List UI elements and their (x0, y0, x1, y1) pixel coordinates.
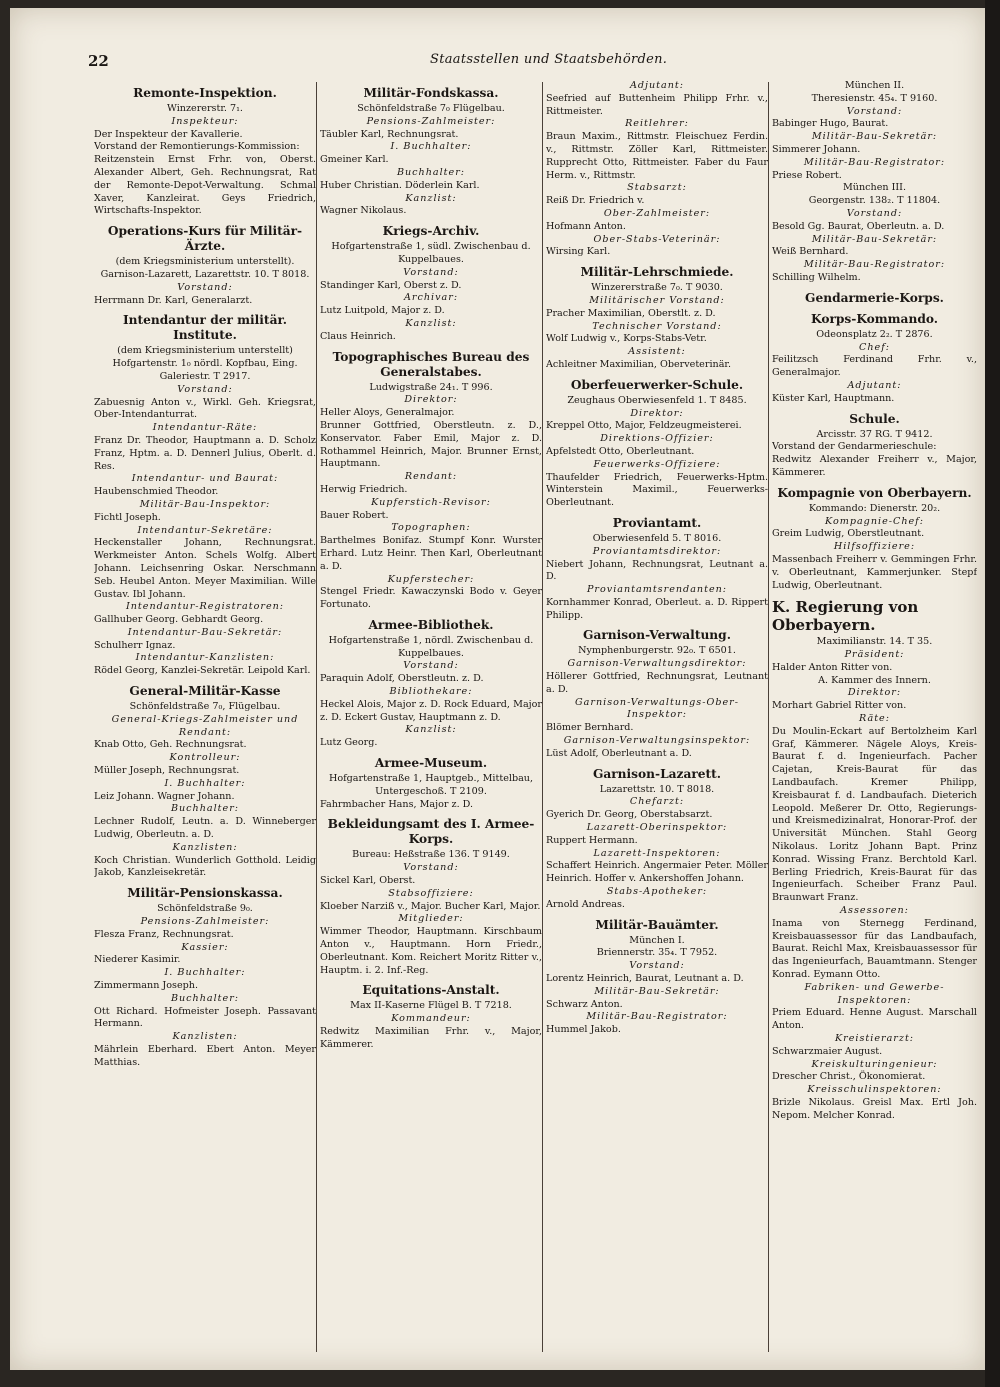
section-title: Gendarmerie-Korps. (805, 290, 944, 305)
role-label: Adjutant: (629, 80, 685, 91)
role-label: Räte: (859, 713, 890, 725)
role-label: Fabriken- und Gewerbe-Inspektoren: (804, 981, 945, 1006)
role-label: Vorstand: (629, 960, 685, 972)
address-line: Hofgartenstraße 1, südl. Zwischenbau d. Kuppelbaues. (331, 241, 531, 265)
role-label: Buchhalter: (396, 166, 466, 178)
entry-text: Seefried auf Buttenheim Philipp Frhr. v., Rittmeister. (546, 92, 768, 117)
entry-text: Franz Dr. Theodor, Hauptmann a. D. Scholz Franz, Hptm. a. D. Dennerl Julius, Oberlt. d. Res. (94, 434, 316, 472)
role-label: Assessoren: (840, 905, 909, 917)
section-title: Militär-Pensionskassa. (127, 886, 283, 901)
role-label: Vorstand: (846, 105, 903, 117)
entry-text: Zimmermann Joseph. (94, 980, 199, 992)
column-1 (94, 80, 316, 1360)
role-label: Intendantur-Sekretäre: (137, 524, 273, 536)
role-label: Archivar: (403, 292, 459, 304)
entry-text: Weiß Bernhard. (772, 246, 849, 258)
role-label: Kupferstich-Revisor: (371, 496, 491, 508)
role-label: Intendantur-Räte: (152, 422, 258, 434)
role-label: Militär-Bau-Sekretär: (811, 131, 938, 143)
entry-text: Wirsing Karl. (546, 246, 611, 258)
entry-text: Flesza Franz, Rechnungsrat. (94, 928, 234, 940)
role-label: Militär-Bau-Inspektor: (139, 498, 271, 510)
section-title: Armee-Museum. (374, 756, 488, 771)
entry-text: Lutz Georg. (320, 737, 378, 749)
entry-text: Priem Eduard. Henne August. Marschall Anton. (772, 1007, 977, 1032)
role-label: Buchhalter: (170, 803, 240, 815)
entry-text: Kornhammer Konrad, Oberleut. a. D. Rippert Philipp. (546, 596, 768, 621)
role-label: Militär-Bau-Registrator: (803, 156, 946, 168)
entry-text: Täubler Karl, Rechnungsrat. (320, 128, 459, 140)
role-label: Garnison-Verwaltungsdirektor: (567, 658, 747, 670)
column-3 (546, 80, 768, 1360)
entry-text: Heller Aloys, Generalmajor. (320, 407, 455, 419)
entry-text: Priese Robert. (772, 169, 842, 181)
entry-text: Inama von Sternegg Ferdinand, Kreisbauassessor für das Landbaufach, Baurat. Reichl Max, Kreisbauassessor für das Ingenieurfach, Bauamtmann. Stenger Konrad. Eymann Otto. (772, 917, 977, 981)
role-label: Vorstand: (403, 266, 459, 278)
role-label: Vorstand: (177, 383, 233, 395)
role-label: Rendant: (404, 471, 458, 483)
entry-text: Schilling Wilhelm. (772, 271, 861, 283)
section-title: Remonte-Inspektion. (133, 86, 277, 100)
address-line: Lazarettstr. 10. T 8018. (599, 783, 715, 795)
role-label: Inspekteur: (171, 115, 239, 127)
entry-text: Redwitz Alexander Freiherr v., Major, Kämmerer. (772, 454, 977, 478)
entry-text: Bauer Robert. (320, 509, 389, 521)
section-title: Garnison-Verwaltung. (583, 628, 731, 643)
address-line: Hofgartenstraße 1, Hauptgeb., Mittelbau, Untergeschoß. T 2109. (328, 773, 534, 797)
entry-text: Zabuesnig Anton v., Wirkl. Geh. Kriegsrat, Ober-Intendanturrat. (94, 396, 316, 421)
entry-text: Babinger Hugo, Baurat. (772, 118, 889, 130)
role-label: Direktor: (630, 407, 684, 419)
role-label: Assistent: (628, 346, 686, 358)
role-label: Kupferstecher: (387, 573, 475, 585)
role-label: Pensions-Zahlmeister: (366, 115, 496, 127)
entry-text: Niebert Johann, Rechnungsrat, Leutnant a. D. (546, 558, 768, 583)
entry-text: Arnold Andreas. (546, 898, 625, 910)
entry-text: Standinger Karl, Oberst z. D. (320, 279, 462, 291)
entry-text: Lutz Luitpold, Major z. D. (320, 305, 445, 317)
entry-text: Lüst Adolf, Oberleutnant a. D. (546, 747, 692, 759)
entry-text: Küster Karl, Hauptmann. (772, 392, 895, 404)
entry-text: Herwig Friedrich. (320, 483, 408, 495)
section-title: Intendantur der militär. Institute. (122, 313, 288, 343)
entry-text: Knab Otto, Geh. Rechnungsrat. (94, 739, 247, 751)
address-line: Schönfeldstraße 7₀ Flügelbau. (357, 103, 505, 114)
entry-text: Heckel Alois, Major z. D. Rock Eduard, Major z. D. Eckert Gustav, Hauptmann z. D. (320, 698, 542, 723)
section-title: Militär-Lehrschmiede. (580, 265, 734, 280)
address-line: Zeughaus Oberwiesenfeld 1. T 8485. (567, 394, 747, 406)
entry-text: Brunner Gottfried, Oberstleutn. z. D., Konservator. Faber Emil, Major z. D. Rothammel Heinrich, Major. Brunner Ernst, Hauptmann. (320, 419, 542, 470)
role-label: Militär-Bau-Registrator: (803, 259, 946, 271)
entry-text: Stengel Friedr. Kawaczynski Bodo v. Geyer Fortunato. (320, 586, 542, 611)
role-label: Vorstand: (403, 862, 459, 874)
address-line: München III. (842, 182, 907, 194)
entry-text: Hummel Jakob. (546, 1024, 621, 1036)
section-title: Oberfeuerwerker-Schule. (570, 377, 744, 392)
entry-text: Haubenschmied Theodor. (94, 486, 219, 498)
entry-text: Greim Ludwig, Oberstleutnant. (772, 528, 925, 540)
role-label: Lazarett-Inspektoren: (593, 847, 721, 859)
role-label: Direktor: (404, 394, 458, 406)
role-label: Kontrolleur: (169, 752, 241, 764)
section-title: Korps-Kommando. (811, 311, 938, 326)
entry-text: Vorstand der Remontierungs-Kommission: (94, 141, 300, 153)
role-label: Stabsoffiziere: (388, 887, 474, 899)
entry-text: Huber Christian. Döderlein Karl. (320, 179, 480, 191)
role-label: Kassier: (181, 941, 229, 953)
address-line: (dem Kriegsministerium unterstellt) (117, 345, 293, 357)
role-label: Direktor: (847, 687, 902, 699)
entry-text: Du Moulin-Eckart auf Bertolzheim Karl Graf, Kämmerer. Nägele Aloys, Kreis-Baurat f. d. Ingenieurfach. Pacher Cajetan, Kreis-Baurat für das Landbaufach. Kremer Philipp, Kreisbaurat f. d. Landbaufach. Dieterich Leopold. Meßerer Dr. Otto, Regierungs- und Kreismedizinalrat, Honorar-Prof. der Universität München. Stahl Georg Nikolaus. Loritz Johann Bapt. Prinz Konrad. Wissing Franz. Berchtold Karl. Berling Friedrich, Kreis-Baurat für das Ingenieurfach. Scheiber Franz Paul. Braunwart Franz. (772, 725, 977, 904)
role-label: Präsident: (844, 649, 905, 661)
entry-text: Morhart Gabriel Ritter von. (772, 700, 907, 712)
role-label: Intendantur-Bau-Sekretär: (127, 626, 283, 638)
role-label: Feuerwerks-Offiziere: (593, 458, 721, 470)
column-2 (320, 80, 542, 1360)
section-title: Equitations-Anstalt. (362, 983, 500, 998)
role-label: I. Buchhalter: (164, 967, 246, 979)
entry-text: Mährlein Eberhard. Ebert Anton. Meyer Matthias. (94, 1044, 316, 1068)
entry-text: Koch Christian. Wunderlich Gotthold. Leidig Jakob, Kanzleisekretär. (94, 854, 316, 879)
entry-text: Kloeber Narziß v., Major. Bucher Karl, Major. (320, 900, 541, 912)
entry-text: Wagner Nikolaus. (320, 205, 407, 217)
role-label: Hilfsoffiziere: (833, 541, 916, 553)
role-label: Topographen: (391, 522, 471, 534)
role-label: Direktions-Offizier: (600, 433, 714, 445)
address-line: Schönfeldstraße 7₀, Flügelbau. (129, 701, 281, 713)
entry-text: Fichtl Joseph. (94, 511, 161, 523)
entry-text: Apfelstedt Otto, Oberleutnant. (546, 445, 695, 457)
entry-text: Herrmann Dr. Karl, Generalarzt. (94, 294, 253, 306)
entry-text: Kreppel Otto, Major, Feldzeugmeisterei. (546, 420, 742, 432)
role-label: Buchhalter: (170, 992, 240, 1004)
entry-text: Schwarzmaier August. (772, 1045, 883, 1057)
address-line: Nymphenburgerstr. 92₀. T 6501. (578, 645, 736, 657)
address-line: München II. (844, 80, 905, 91)
entry-text: Gallhuber Georg. Gebhardt Georg. (94, 614, 264, 626)
entry-text: Müller Joseph, Rechnungsrat. (94, 765, 240, 777)
role-label: Stabs-Apotheker: (606, 886, 708, 898)
address-line: Ludwigstraße 24₁. T 996. (369, 381, 493, 393)
entry-text: Lechner Rudolf, Leutn. a. D. Winneberger Ludwig, Oberleutn. a. D. (94, 816, 316, 841)
role-label: Intendantur-Kanzlisten: (135, 652, 275, 664)
role-label: I. Buchhalter: (390, 141, 472, 153)
entry-text: Schwarz Anton. (546, 998, 623, 1010)
section-title: Militär-Bauämter. (595, 917, 719, 932)
section-title: Schule. (849, 411, 900, 426)
entry-text: Simmerer Johann. (772, 143, 861, 155)
entry-text: Höllerer Gottfried, Rechnungsrat, Leutnant a. D. (546, 671, 768, 695)
role-label: Chef: (859, 341, 890, 353)
address-line: Kommando: Dienerstr. 20₂. (808, 502, 941, 514)
page-header (10, 8, 985, 68)
role-label: Garnison-Verwaltungsinspektor: (563, 735, 751, 747)
entry-text: Barthelmes Bonifaz. Stumpf Konr. Wurster Erhard. Lutz Heinr. Then Karl, Oberleutnant a. D. (320, 535, 542, 572)
role-label: Militär-Bau-Registrator: (586, 1011, 728, 1023)
role-label: Intendantur- und Baurat: (131, 473, 279, 485)
column-4 (772, 80, 977, 1360)
section-title: K. Regierung von Oberbayern. (772, 598, 919, 635)
entry-text: Braun Maxim., Rittmstr. Fleischuez Ferdin. v., Rittmstr. Zöller Karl, Rittmeister. Rupprecht Otto, Rittmeister. Faber du Faur Herm. v., Rittmstr. (546, 131, 768, 181)
entry-text: Der Inspekteur der Kavallerie. (94, 128, 243, 140)
entry-text: Reiß Dr. Friedrich v. (546, 195, 645, 207)
address-line: Winzererstraße 7₀. T 9030. (591, 282, 723, 294)
address-line: Maximilianstr. 14. T 35. (816, 636, 933, 648)
role-label: Militär-Bau-Sekretär: (594, 985, 720, 997)
entry-text: Schulherr Ignaz. (94, 639, 176, 651)
address-line: Schönfeldstraße 9₀. (157, 903, 253, 915)
entry-text: Claus Heinrich. (320, 330, 396, 342)
entry-text: Achleitner Maximilian, Oberveterinär. (546, 358, 731, 370)
section-title: General-Militär-Kasse (129, 684, 281, 699)
entry-text: Wimmer Theodor, Hauptmann. Kirschbaum Anton v., Hauptmann. Horn Friedr., Oberleutnant. Kom. Reichert Moritz Ritter v., Hauptm. i. 2. Inf.-Reg. (320, 926, 542, 976)
role-label: Ober-Stabs-Veterinär: (593, 233, 721, 245)
running-title: Staatsstellen und Staatsbehörden. (430, 52, 668, 67)
role-label: Kreisschulinspektoren: (807, 1084, 942, 1096)
entry-text: Gyerich Dr. Georg, Oberstabsarzt. (546, 809, 713, 821)
role-label: I. Buchhalter: (164, 777, 246, 789)
role-label: Garnison-Verwaltungs-Ober-Inspektor: (575, 696, 739, 721)
entry-text: Reitzenstein Ernst Frhr. von, Oberst. Alexander Albert, Geh. Rechnungsrat, Rat der Remonte-Depot-Verwaltung. Schmal Xaver, Kanzleirat. Geys Friedrich, Wirtschafts-Inspektor. (94, 154, 316, 217)
entry-text: Blömer Bernhard. (546, 722, 634, 734)
address-line: Theresienstr. 45₄. T 9160. (811, 92, 938, 104)
entry-text: Heckenstaller Johann, Rechnungsrat. Werkmeister Anton. Schels Wolfg. Albert Johann. Leichsenring Oskar. Nerschmann Seb. Heubel Anton. Meyer Maximilian. Wille Gustav. Ibl Johann. (94, 537, 316, 600)
role-label: Kreiskulturingenieur: (811, 1058, 938, 1070)
role-label: Mitglieder: (398, 913, 464, 925)
role-label: Kompagnie-Chef: (825, 515, 924, 527)
address-line: Georgenstr. 138₂. T 11804. (808, 195, 941, 207)
entry-text: Fahrmbacher Hans, Major z. D. (320, 798, 474, 810)
section-title: Armee-Bibliothek. (368, 617, 494, 632)
role-label: Lazarett-Oberinspektor: (586, 822, 728, 834)
role-label: Kanzlisten: (172, 841, 238, 853)
book-page (10, 8, 985, 1370)
role-label: Stabsarzt: (627, 182, 687, 194)
entry-text: Schaffert Heinrich. Angermaier Peter. Möller Heinrich. Hoffer v. Ankershoffen Johann. (546, 860, 768, 885)
role-label: Vorstand: (403, 660, 459, 672)
address-line: Oberwiesenfeld 5. T 8016. (592, 532, 722, 544)
role-label: Kommandeur: (391, 1013, 471, 1025)
role-label: Intendantur-Registratoren: (125, 601, 285, 613)
address-line: München I. (629, 934, 685, 946)
column-divider (542, 82, 543, 1352)
page-edge-shadow (985, 0, 1000, 1387)
section-title: Militär-Fondskassa. (363, 86, 499, 100)
address-line: Garnison-Lazarett, Lazarettstr. 10. T 8018. (100, 268, 310, 280)
role-label: Militärischer Vorstand: (589, 294, 725, 306)
role-label: Chefarzt: (629, 796, 685, 808)
entry-text: Ruppert Hermann. (546, 834, 638, 846)
entry-text: Ott Richard. Hofmeister Joseph. Passavant Hermann. (94, 1005, 316, 1030)
entry-text: Leiz Johann. Wagner Johann. (94, 790, 235, 802)
address-line: Hofgartenstraße 1, nördl. Zwischenbau d. Kuppelbaues. (328, 634, 534, 659)
entry-text: Brizle Nikolaus. Greisl Max. Ertl Joh. Nepom. Melcher Konrad. (772, 1096, 977, 1121)
role-label: Vorstand: (846, 207, 903, 219)
page-number: 22 (88, 52, 109, 70)
entry-text: Gmeiner Karl. (320, 154, 389, 166)
section-title: Bekleidungsamt des I. Armee-Korps. (327, 817, 535, 847)
entry-text: Drescher Christ., Ökonomierat. (772, 1071, 926, 1083)
entry-text: Sickel Karl, Oberst. (320, 875, 416, 887)
entry-text: Rödel Georg, Kanzlei-Sekretär. Leipold Karl. (94, 665, 311, 677)
address-line: Hofgartenstr. 1₀ nördl. Kopfbau, Eing. Galeriestr. T 2917. (112, 358, 298, 382)
role-label: Kanzlist: (405, 317, 457, 329)
section-title: Kompagnie von Oberbayern. (777, 485, 972, 500)
column-divider (316, 82, 317, 1352)
address-line: Winzererstr. 7₁. (167, 103, 243, 114)
role-label: Kanzlist: (405, 724, 457, 736)
entry-text: Hofmann Anton. (546, 220, 626, 232)
address-line: (dem Kriegsministerium unterstellt). (115, 256, 295, 268)
entry-text: Feilitzsch Ferdinand Frhr. v., Generalmajor. (772, 354, 977, 379)
address-line: Briennerstr. 35₄. T 7952. (596, 947, 718, 959)
column-divider (768, 82, 769, 1352)
role-label: General-Kriegs-Zahlmeister und Rendant: (111, 713, 299, 738)
entry-text: Besold Gg. Baurat, Oberleutn. a. D. (772, 220, 945, 232)
role-label: Adjutant: (847, 379, 902, 391)
role-label: Ober-Zahlmeister: (603, 207, 711, 219)
role-label: Technischer Vorstand: (592, 320, 722, 332)
section-title: Kriegs-Archiv. (382, 224, 480, 239)
role-label: Proviantamtsdirektor: (592, 545, 722, 557)
entry-text: Vorstand der Gendarmerieschule: (772, 441, 937, 453)
role-label: Kanzlisten: (172, 1031, 238, 1043)
role-label: Reitlehrer: (625, 118, 689, 130)
address-line: Arcisstr. 37 RG. T 9412. (816, 428, 933, 440)
role-label: Bibliothekare: (389, 686, 473, 698)
role-label: Militär-Bau-Sekretär: (811, 233, 938, 245)
entry-text: Redwitz Maximilian Frhr. v., Major, Kämmerer. (320, 1026, 542, 1050)
entry-text: Wolf Ludwig v., Korps-Stabs-Vetr. (546, 333, 707, 345)
section-title: Garnison-Lazarett. (592, 766, 722, 781)
role-label: Kreistierarzt: (834, 1033, 915, 1044)
entry-text: Thaufelder Friedrich, Feuerwerks-Hptm. Winterstein Maximil., Feuerwerks-Oberleutnant. (546, 471, 768, 509)
role-label: Proviantamtsrendanten: (586, 584, 728, 596)
entry-text: Massenbach Freiherr v. Gemmingen Frhr. v. Oberleutnant, Kammerjunker. Stepf Ludwig, Oberleutnant. (772, 553, 977, 591)
section-title: Topographisches Bureau des Generalstabes. (332, 349, 530, 379)
address-line: Bureau: Heßstraße 136. T 9149. (352, 849, 510, 861)
address-line: Max II-Kaserne Flügel B. T 7218. (350, 1000, 512, 1012)
role-label: Pensions-Zahlmeister: (140, 916, 270, 928)
role-label: Vorstand: (177, 281, 233, 293)
section-title: Operations-Kurs für Militär-Ärzte. (107, 224, 303, 254)
address-line: Odeonsplatz 2₂. T 2876. (816, 328, 933, 340)
role-label: Kanzlist: (405, 192, 457, 204)
section-title: Proviantamt. (612, 515, 702, 530)
entry-text: Lorentz Heinrich, Baurat, Leutnant a. D. (546, 973, 744, 985)
entry-text: Halder Anton Ritter von. (772, 661, 893, 673)
address-line: A. Kammer des Innern. (818, 674, 931, 686)
entry-text: Paraquin Adolf, Oberstleutn. z. D. (320, 673, 484, 685)
entry-text: Niederer Kasimir. (94, 954, 181, 966)
entry-text: Pracher Maximilian, Oberstlt. z. D. (546, 307, 716, 319)
